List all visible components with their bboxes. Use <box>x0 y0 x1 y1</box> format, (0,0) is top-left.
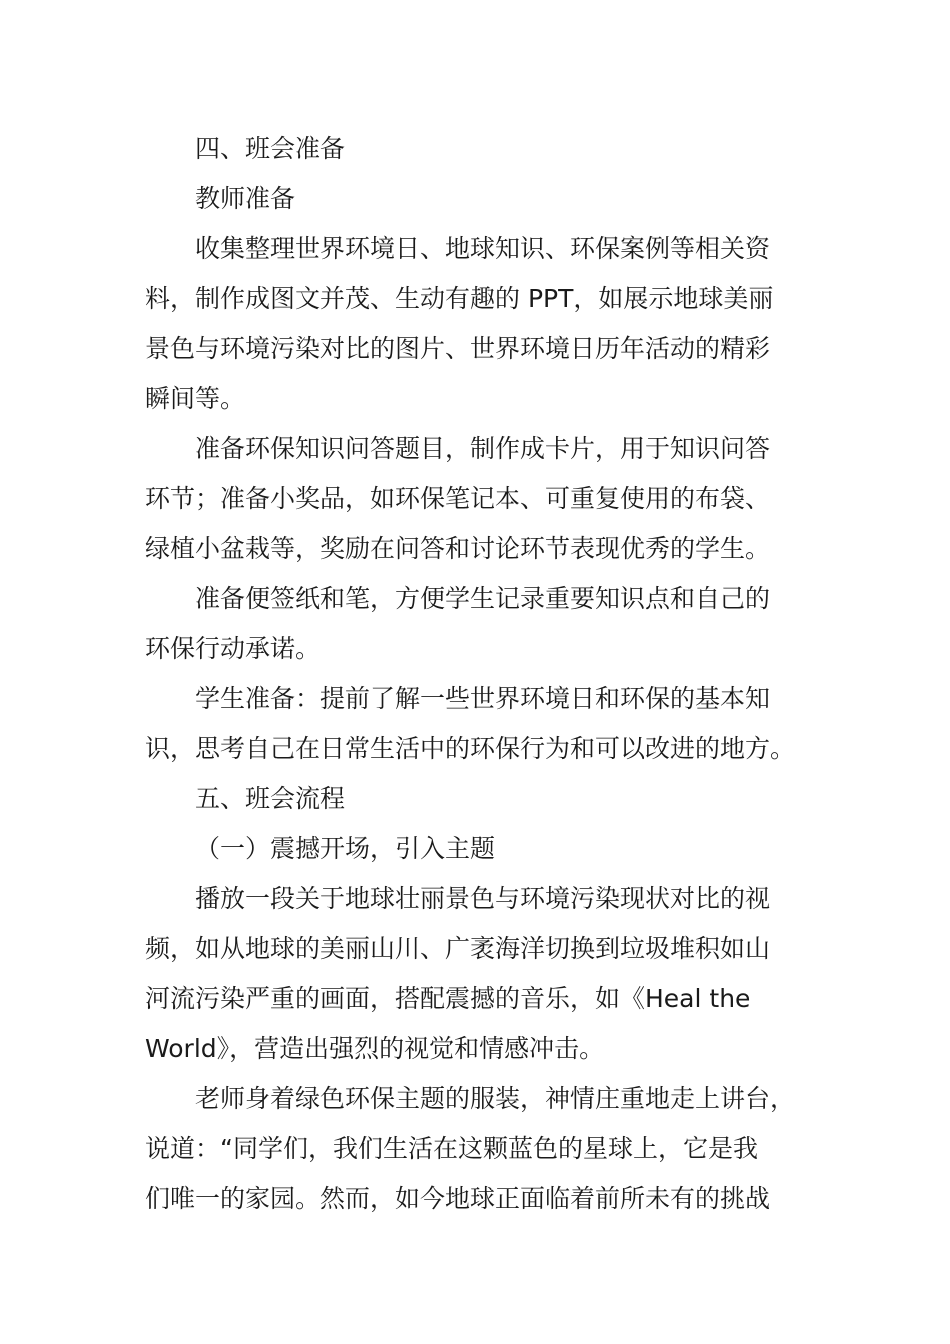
paragraph <box>145 574 810 674</box>
text-line: 五、班会流程 <box>195 784 346 813</box>
text-line: 收集整理世界环境日、地球知识、环保案例等相关资 <box>195 234 771 263</box>
section-heading-preparation <box>145 124 810 174</box>
text-line: 绿植小盆栽等，奖励在问答和讨论环节表现优秀的学生。 <box>145 534 771 563</box>
text-line: 景色与环境污染对比的图片、世界环境日历年活动的精彩 <box>145 334 771 363</box>
section-heading-procedure <box>145 774 810 824</box>
text-line: 环保行动承诺。 <box>145 634 321 663</box>
text-line: 四、班会准备 <box>195 134 346 163</box>
paragraph <box>145 224 810 424</box>
text-line: 说道：“同学们，我们生活在这颗蓝色的星球上，它是我 <box>145 1134 758 1163</box>
paragraph <box>145 874 810 1074</box>
text-line: 教师准备 <box>195 184 296 213</box>
text-line: 瞬间等。 <box>145 384 246 413</box>
text-line: 准备便签纸和笔，方便学生记录重要知识点和自己的 <box>195 584 771 613</box>
text-line: 们唯一的家园。然而，如今地球正面临着前所未有的挑战 <box>145 1184 771 1213</box>
text-line: （一）震撼开场，引入主题 <box>195 834 496 863</box>
text-line: 老师身着绿色环保主题的服装，神情庄重地走上讲台， <box>195 1084 796 1113</box>
paragraph <box>145 424 810 574</box>
text-line: 学生准备：提前了解一些世界环境日和环保的基本知 <box>195 684 771 713</box>
text-line: 频，如从地球的美丽山川、广袤海洋切换到垃圾堆积如山 <box>145 934 771 963</box>
subheading-teacher-preparation <box>145 174 810 224</box>
document-body <box>145 124 810 1224</box>
text-line: 播放一段关于地球壮丽景色与环境污染现状对比的视 <box>195 884 771 913</box>
text-line: World》，营造出强烈的视觉和情感冲击。 <box>145 1034 605 1063</box>
text-line: 料，制作成图文并茂、生动有趣的 PPT，如展示地球美丽 <box>145 284 774 313</box>
text-line: 河流污染严重的画面，搭配震撼的音乐，如《Heal the <box>145 984 751 1013</box>
text-line: 环节；准备小奖品，如环保笔记本、可重复使用的布袋、 <box>145 484 771 513</box>
text-line: 准备环保知识问答题目，制作成卡片，用于知识问答 <box>195 434 771 463</box>
paragraph <box>145 1074 810 1224</box>
paragraph <box>145 674 810 774</box>
text-line: 识，思考自己在日常生活中的环保行为和可以改进的地方。 <box>145 734 796 763</box>
subheading-opening <box>145 824 810 874</box>
